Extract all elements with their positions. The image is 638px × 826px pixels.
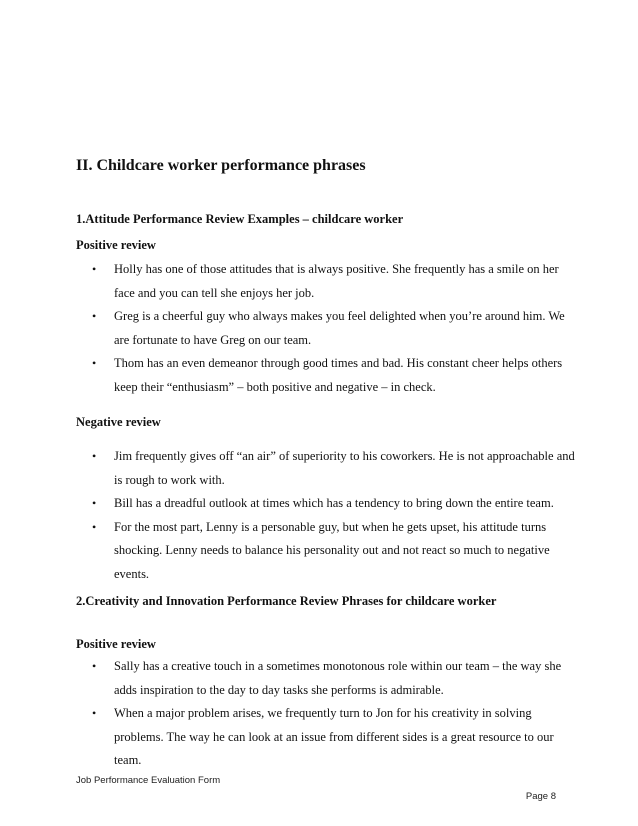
group-label-negative: Negative review (76, 415, 161, 429)
footer-document-title: Job Performance Evaluation Form (76, 775, 221, 786)
bullet-list-creativity-positive (76, 655, 576, 773)
group-label-positive-creativity: Positive review (76, 637, 156, 651)
bullet-list-attitude-positive (76, 258, 576, 399)
list-item: • Thom has an even demeanor through good times and bad. His constant cheer helps others keep their “enthusiasm” – both positive and negative – in check. (76, 352, 576, 399)
subsection-heading-creativity: 2.Creativity and Innovation Performance Review Phrases for childcare worker (76, 594, 497, 608)
list-item: • Sally has a creative touch in a sometimes monotonous role within our team – the way she adds inspiration to the day to day tasks she performs is admirable. (76, 655, 576, 702)
list-item: • For the most part, Lenny is a personable guy, but when he gets upset, his attitude turns shocking. Lenny needs to balance his personality out and not react so much to negative events. (76, 516, 576, 587)
bullet-icon: • (92, 496, 97, 510)
bullet-icon: • (92, 309, 97, 323)
bullet-icon: • (92, 706, 97, 720)
bullet-icon: • (92, 356, 97, 370)
bullet-icon: • (92, 449, 97, 463)
group-label-positive: Positive review (76, 238, 156, 252)
bullet-icon: • (92, 659, 97, 673)
list-item: • When a major problem arises, we frequently turn to Jon for his creativity in solving problems. The way he can look at an issue from different sides is a great resource to our team. (76, 702, 576, 773)
bullet-list-attitude-negative (76, 445, 576, 586)
footer-page-number: Page 8 (525, 791, 556, 802)
list-item: • Bill has a dreadful outlook at times which has a tendency to bring down the entire team. (76, 492, 576, 516)
section-title: II. Childcare worker performance phrases (76, 157, 366, 174)
bullet-icon: • (92, 519, 97, 534)
bullet-icon: • (92, 262, 97, 276)
subsection-heading-attitude: 1.Attitude Performance Review Examples – childcare worker (76, 212, 404, 226)
list-item: • Greg is a cheerful guy who always makes you feel delighted when you’re around him. We are fortunate to have Greg on our team. (76, 305, 576, 352)
list-item: • Holly has one of those attitudes that is always positive. She frequently has a smile on her face and you can tell she enjoys her job. (76, 258, 576, 305)
list-item: • Jim frequently gives off “an air” of superiority to his coworkers. He is not approachable and is rough to work with. (76, 445, 576, 492)
